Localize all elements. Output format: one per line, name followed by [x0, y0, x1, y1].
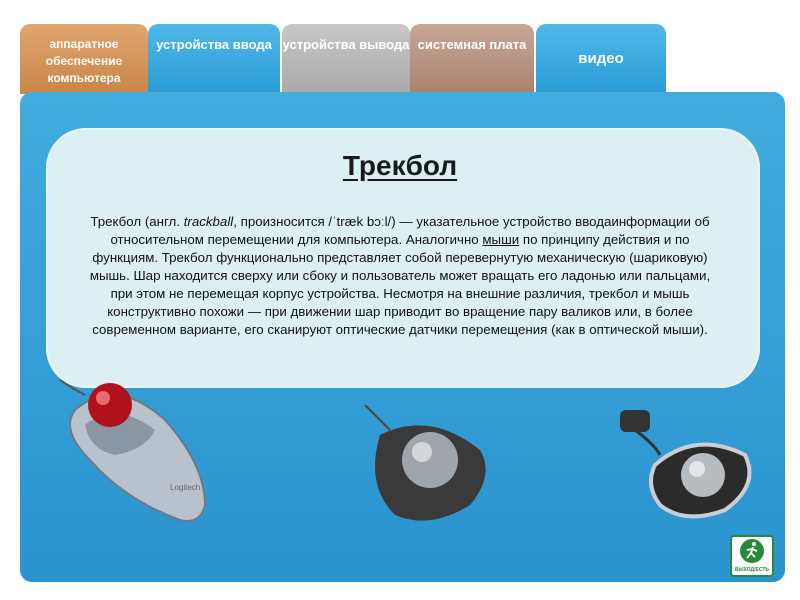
svg-text:Logitech: Logitech [170, 483, 201, 492]
trackball-mouse-image [55, 370, 225, 530]
tab-input-devices[interactable]: устройства ввода [148, 24, 280, 94]
tab-bar [20, 24, 670, 94]
mouse-link[interactable]: мыши [482, 232, 520, 247]
page-title: Трекбол [342, 150, 458, 181]
tab-output-devices[interactable]: устройства вывода [282, 24, 410, 94]
tab-motherboard[interactable]: системная плата [410, 24, 534, 94]
running-man-icon [732, 537, 772, 567]
trackball-expert-image [360, 405, 500, 535]
trackball-optical-image [615, 405, 765, 525]
exit-button[interactable] [730, 535, 774, 577]
exit-label: ВЫХОД/ЕСТЬ [735, 567, 769, 573]
tab-hardware[interactable]: аппаратное обеспечение компьютера [20, 24, 148, 94]
term-italic: trackball [183, 214, 234, 229]
tab-video[interactable]: видео [536, 24, 666, 94]
description-text: Трекбол (англ. trackball, произносится /ˈtræk bɔːl/) — указательное устройство вводаинформации об относительном перемещении для компьютера. Аналогично мыши по принципу действия и по функциям. Трекбол функционально представляет собой перевернутую механическую (шариковую) мышь. Шар находится сверху или сбоку и пользователь может вращать его ладонью или пальцами, при этом не перемещая корпус устройства. Несмотря на внешние различия, трекбол и мышь конструктивно похожи — при движении шар приводит во вращение пару валиков или, в более современном варианте, его сканируют оптические датчики перемещения (как в оптической мыши). [89, 214, 711, 337]
